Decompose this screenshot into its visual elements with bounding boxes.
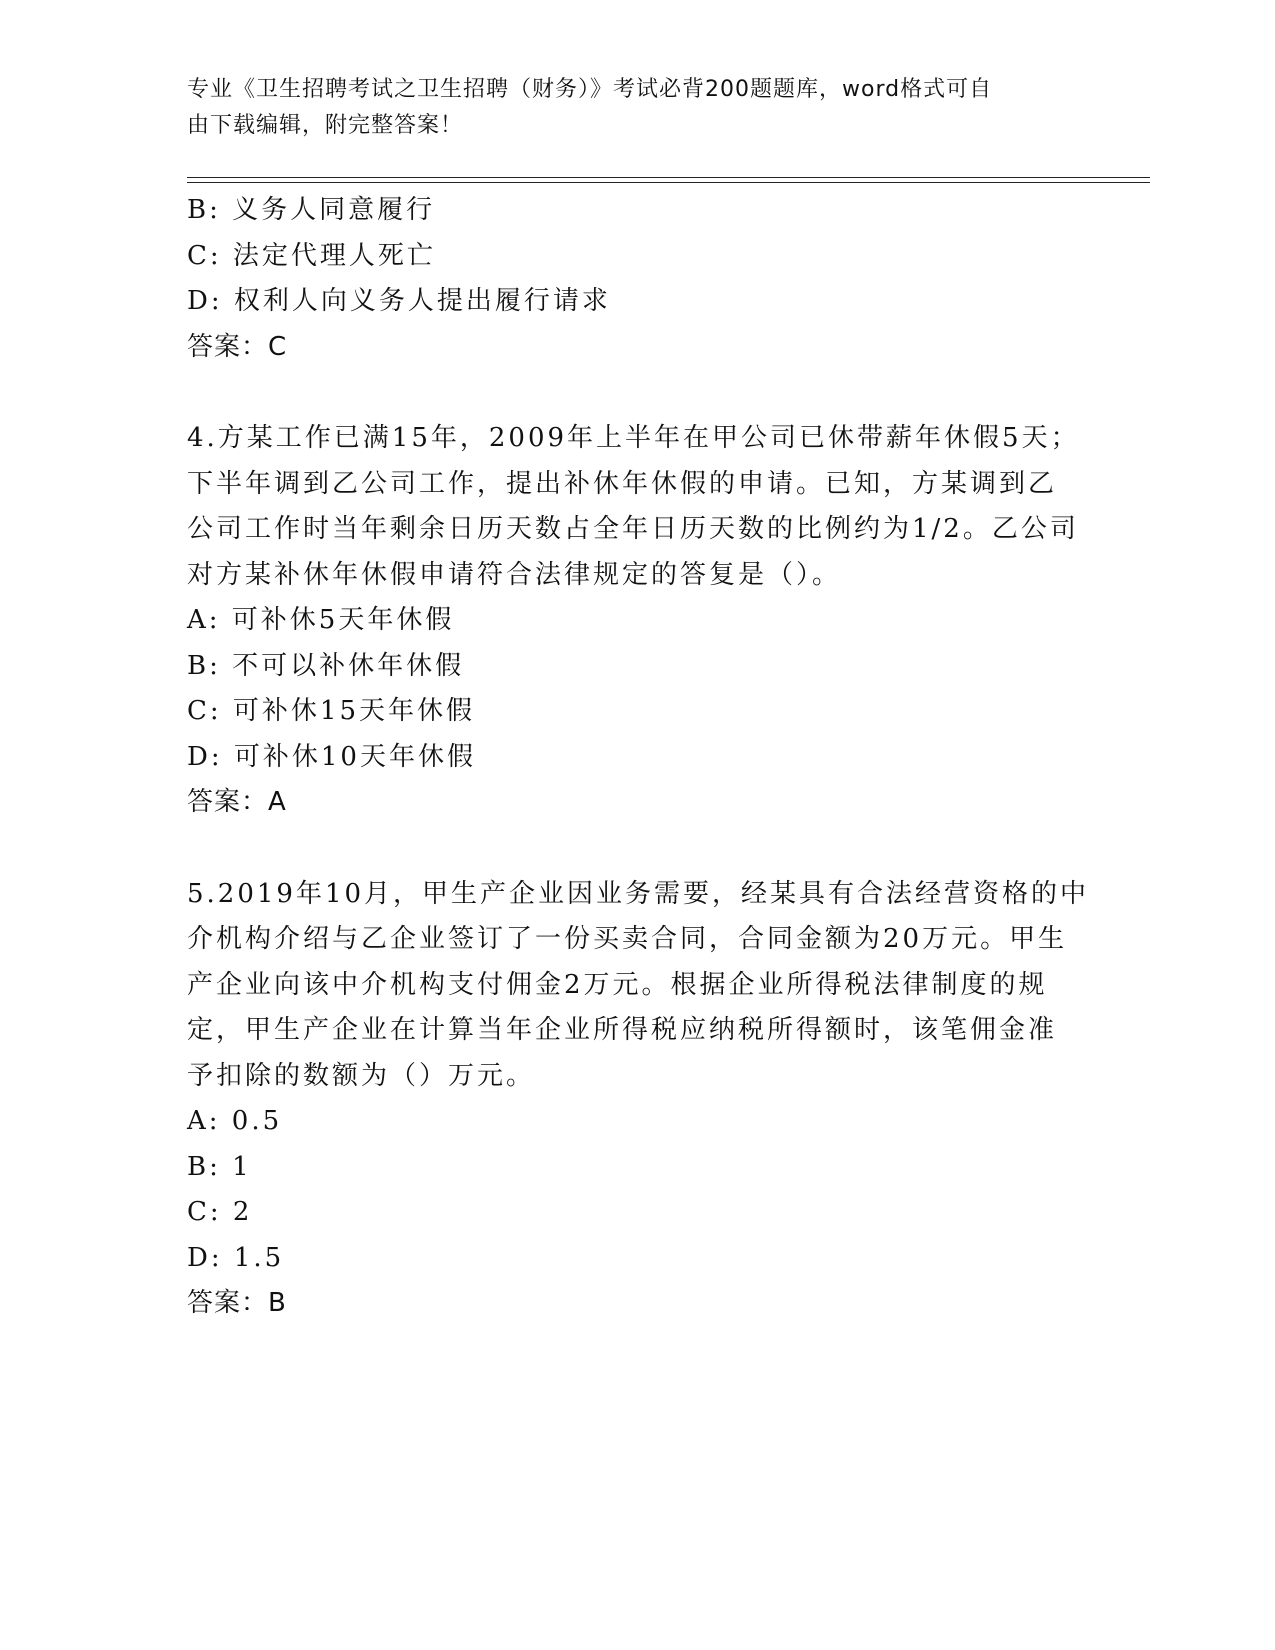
option-a: A: 可补休5天年休假: [187, 605, 455, 635]
header-line-1: 专业《卫生招聘考试之卫生招聘（财务）》考试必背200题题库，word格式可自: [187, 77, 993, 102]
question-5: [187, 872, 1090, 1327]
answer-label: 答案：B: [187, 1288, 287, 1318]
header-line-2: 由下载编辑，附完整答案！: [187, 113, 464, 138]
answer-label: 答案：A: [187, 787, 287, 817]
answer-label: 答案：C: [187, 331, 288, 362]
question-4: [187, 416, 1087, 826]
question-stem-line: 对方某补休年休假申请符合法律规定的答复是（）。: [187, 559, 842, 590]
option-d: D: 可补休10天年休假: [187, 741, 476, 772]
spacer: [187, 826, 1087, 872]
option-d: D: 1.5: [187, 1242, 285, 1273]
option-a: A: 0.5: [187, 1106, 283, 1136]
header-rule-top: [187, 177, 1150, 178]
option-b: B: 义务人同意履行: [187, 195, 436, 225]
question-stem-line: 产企业向该中介机构支付佣金2万元。根据企业所得税法律制度的规: [187, 969, 1048, 1000]
header-rule-bottom: [187, 182, 1150, 183]
spacer: [187, 370, 1087, 416]
option-c: C: 2: [187, 1197, 253, 1227]
option-c: C: 法定代理人死亡: [187, 240, 436, 271]
question-stem-line: 予扣除的数额为（）万元。: [187, 1060, 536, 1091]
question-stem-line: 介机构介绍与乙企业签订了一份买卖合同，合同金额为20万元。甲生: [187, 924, 1068, 954]
option-b: B: 1: [187, 1151, 252, 1182]
option-b: B: 不可以补休年休假: [187, 650, 465, 681]
question-stem-line: 定，甲生产企业在计算当年企业所得税应纳税所得额时，该笔佣金准: [187, 1015, 1058, 1045]
question-3: [187, 188, 1087, 370]
question-stem-line: 4.方某工作已满15年，2009年上半年在甲公司已休带薪年休假5天；: [187, 423, 1080, 453]
option-c: C: 可补休15天年休假: [187, 696, 476, 726]
question-stem-line: 公司工作时当年剩余日历天数占全年日历天数的比例约为1/2。乙公司: [187, 514, 1079, 544]
document-header: [187, 72, 1067, 144]
document-body: [187, 188, 1090, 1327]
option-d: D: 权利人向义务人提出履行请求: [187, 286, 611, 316]
question-stem-line: 5.2019年10月，甲生产企业因业务需要，经某具有合法经营资格的中: [187, 878, 1090, 909]
question-stem-line: 下半年调到乙公司工作，提出补休年休假的申请。已知，方某调到乙: [187, 468, 1058, 499]
